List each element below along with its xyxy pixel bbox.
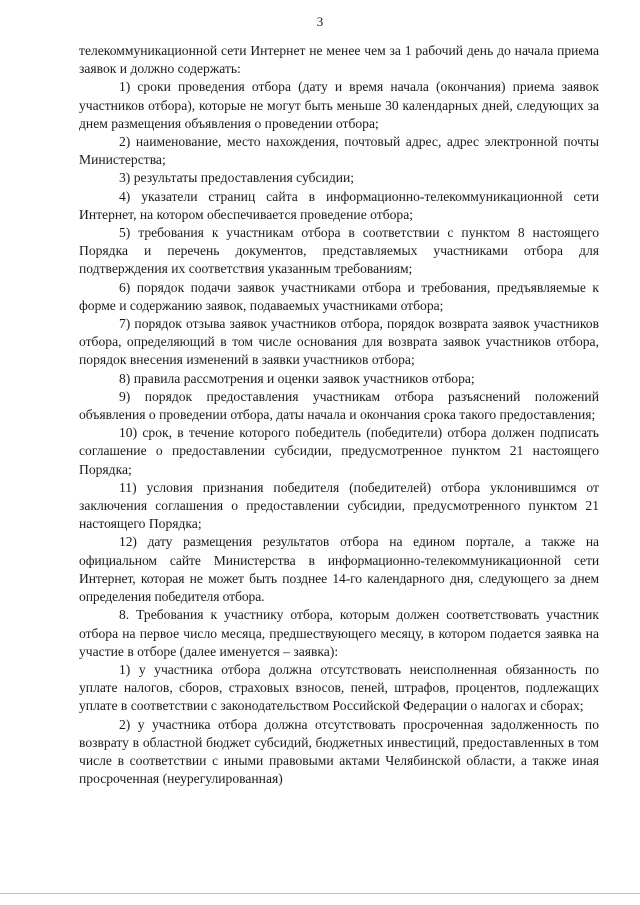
paragraph-requirement-2: 2) у участника отбора должна отсутствовать просроченная задолженность по возврату в областной бюджет субсидий, бюджетных инвестиций, предоставленных в том числе в соответствии с иными правовыми актами Челябинской области, а также иная просроченная (неурегулированная) (79, 716, 599, 787)
paragraph-item-11: 11) условия признания победителя (победителей) отбора уклонившимся от заключения соглашения о предоставлении субсидии, предусмотренного пунктом 21 настоящего Порядка; (79, 479, 599, 532)
page-number: 3 (316, 14, 324, 29)
paragraph-item-6: 6) порядок подачи заявок участниками отбора и требования, предъявляемые к форме и содержанию заявок, подаваемых участниками отбора; (79, 279, 599, 313)
paragraph-item-9: 9) порядок предоставления участникам отбора разъяснений положений объявления о проведении отбора, даты начала и окончания срока такого предоставления; (79, 388, 599, 423)
document-body (79, 42, 599, 788)
paragraph-requirement-1: 1) у участника отбора должна отсутствовать неисполненная обязанность по уплате налогов, сборов, страховых взносов, пеней, штрафов, процентов, подлежащих уплате в соответствии с законодательством Российской Федерации о налогах и сборах; (79, 661, 599, 714)
paragraph-item-1: 1) сроки проведения отбора (дату и время начала (окончания) приема заявок участников отбора), которые не могут быть меньше 30 календарных дней, следующих за днем размещения объявления о проведении отбора; (79, 79, 599, 131)
paragraph-continuation: телекоммуникационной сети Интернет не менее чем за 1 рабочий день до начала приема заявок и должно содержать: (79, 43, 599, 77)
paragraph-item-7: 7) порядок отзыва заявок участников отбора, порядок возврата заявок участников отбора, определяющий в том числе основания для возврата заявок участников отбора, порядок внесения изменений в заявки участников отбора; (79, 316, 599, 368)
paragraph-section-8: 8. Требования к участнику отбора, которым должен соответствовать участник отбора на первое число месяца, предшествующего месяцу, в котором подается заявка на участие в отборе (далее именуется – заявка): (79, 607, 599, 659)
paragraph-item-10: 10) срок, в течение которого победитель (победители) отбора должен подписать соглашение о предоставлении субсидии, предусмотренное пунктом 21 настоящего Порядка; (79, 425, 599, 477)
paragraph-item-4: 4) указатели страниц сайта в информационно-телекоммуникационной сети Интернет, на котором обеспечивается проведение отбора; (79, 188, 599, 222)
paragraph-item-3: 3) результаты предоставления субсидии; (119, 170, 355, 186)
paragraph-item-12: 12) дату размещения результатов отбора на едином портале, а также на официальном сайте Министерства в информационно-телекоммуникационной сети Интернет, которая не может быть позднее 14-го календарного дня, следующего за днем определения победителя отбора. (79, 534, 599, 605)
paragraph-item-2: 2) наименование, место нахождения, почтовый адрес, адрес электронной почты Министерства; (79, 134, 599, 168)
page-bottom-rule (0, 893, 640, 894)
paragraph-item-5: 5) требования к участникам отбора в соответствии с пунктом 8 настоящего Порядка и перечень документов, представляемых участниками отбора для подтверждения их соответствия указанным требованиям; (79, 225, 599, 277)
paragraph-item-8: 8) правила рассмотрения и оценки заявок участников отбора; (119, 370, 475, 386)
